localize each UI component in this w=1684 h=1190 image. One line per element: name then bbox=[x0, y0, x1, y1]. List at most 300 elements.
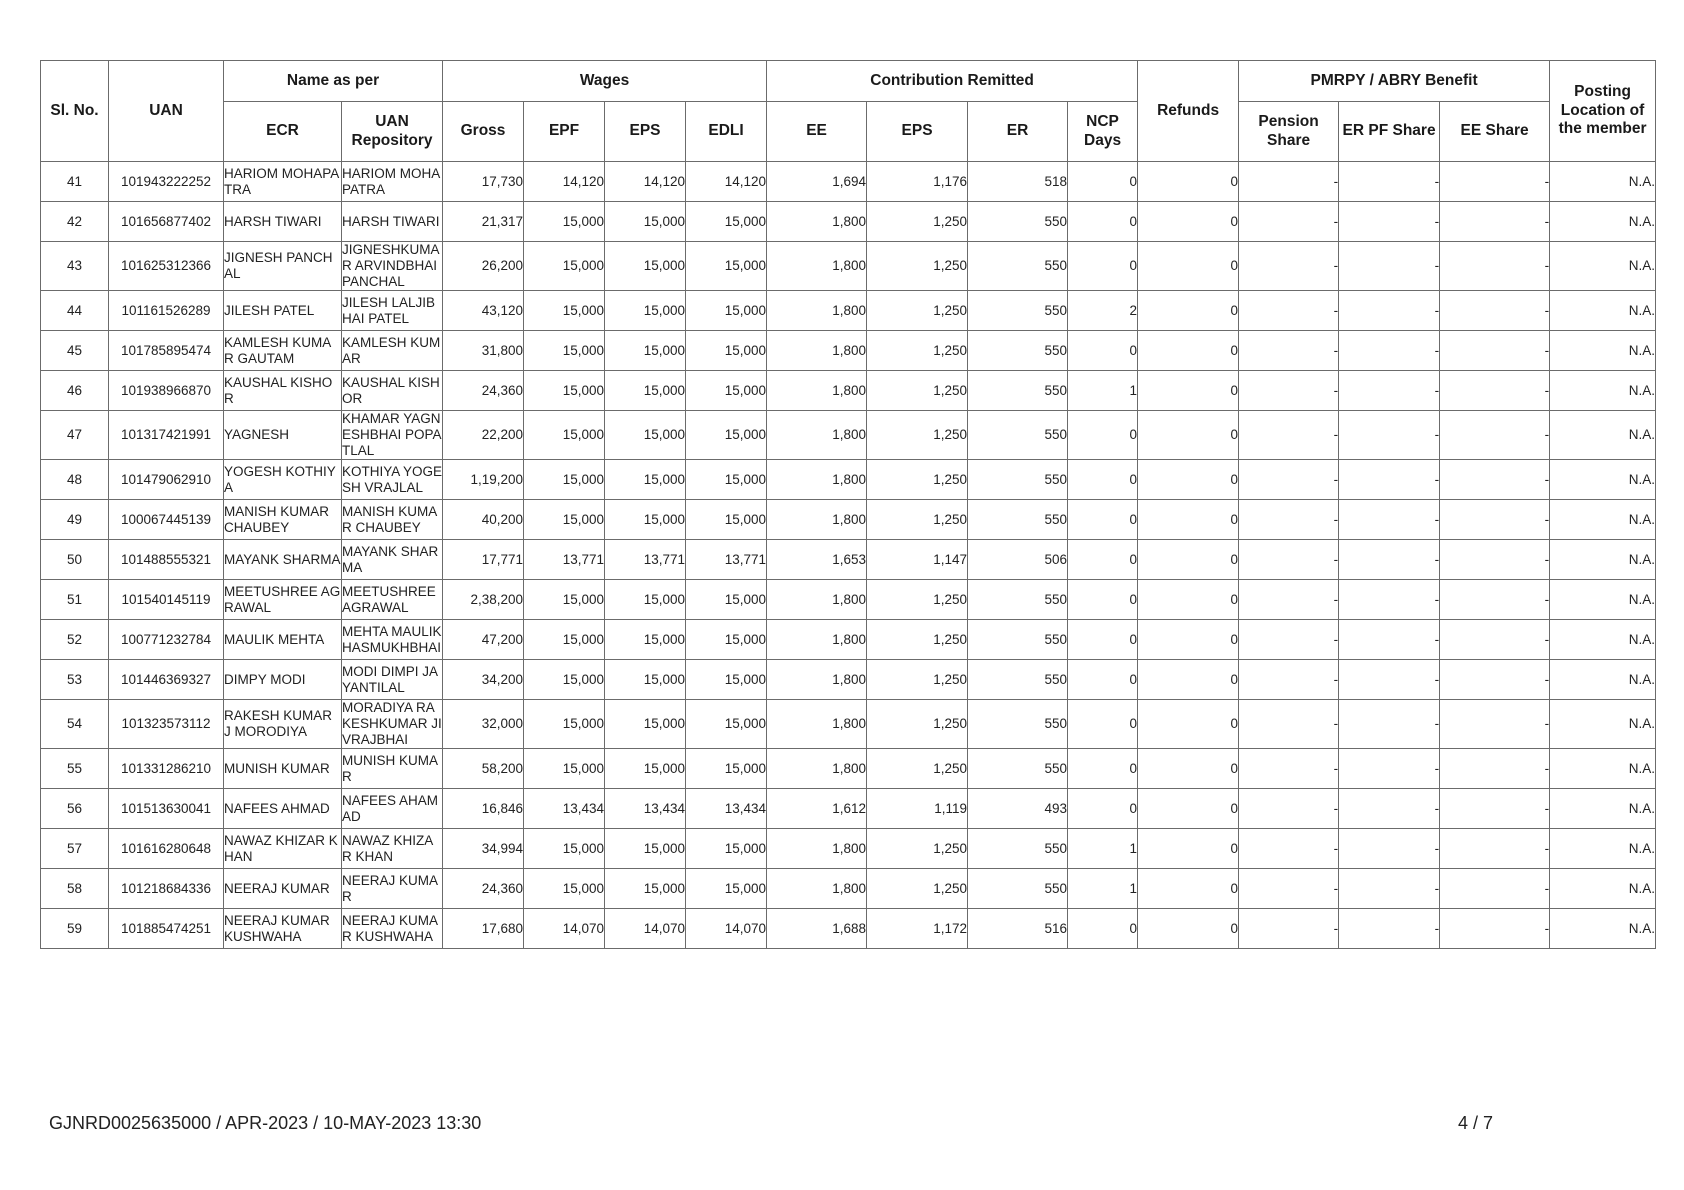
cell-ee-share: - bbox=[1440, 162, 1550, 202]
cell-er: 518 bbox=[968, 162, 1068, 202]
cell-er: 550 bbox=[968, 371, 1068, 411]
table-row bbox=[41, 829, 1656, 869]
cell-eps: 15,000 bbox=[605, 580, 686, 620]
cell-ncp-days: 0 bbox=[1068, 660, 1138, 700]
cell-edli: 15,000 bbox=[686, 580, 767, 620]
table-row bbox=[41, 242, 1656, 291]
cell-pension-share: - bbox=[1239, 700, 1339, 749]
cell-ecr-name: DIMPY MODI bbox=[224, 660, 342, 700]
cell-refunds: 0 bbox=[1138, 580, 1239, 620]
cell-uan: 101513630041 bbox=[109, 789, 224, 829]
cell-uan-repository-name: MUNISH KUMAR bbox=[342, 749, 443, 789]
cell-refunds: 0 bbox=[1138, 660, 1239, 700]
header-eps: EPS bbox=[605, 102, 686, 162]
cell-sl-no: 46 bbox=[41, 371, 109, 411]
cell-er-pf-share: - bbox=[1339, 580, 1440, 620]
cell-ee-share: - bbox=[1440, 371, 1550, 411]
cell-ee: 1,800 bbox=[767, 580, 867, 620]
cell-eps: 15,000 bbox=[605, 460, 686, 500]
table-row bbox=[41, 202, 1656, 242]
cell-er-pf-share: - bbox=[1339, 331, 1440, 371]
cell-ee-share: - bbox=[1440, 869, 1550, 909]
cell-ncp-days: 0 bbox=[1068, 909, 1138, 949]
cell-ee-share: - bbox=[1440, 620, 1550, 660]
cell-refunds: 0 bbox=[1138, 789, 1239, 829]
cell-er-pf-share: - bbox=[1339, 749, 1440, 789]
cell-ncp-days: 0 bbox=[1068, 331, 1138, 371]
cell-ecr-name: MUNISH KUMAR bbox=[224, 749, 342, 789]
cell-er: 550 bbox=[968, 660, 1068, 700]
cell-er-pf-share: - bbox=[1339, 789, 1440, 829]
cell-er-pf-share: - bbox=[1339, 909, 1440, 949]
cell-epf: 15,000 bbox=[524, 749, 605, 789]
cell-eps: 15,000 bbox=[605, 749, 686, 789]
cell-refunds: 0 bbox=[1138, 411, 1239, 460]
cell-uan: 101656877402 bbox=[109, 202, 224, 242]
cell-pension-share: - bbox=[1239, 829, 1339, 869]
cell-ecr-name: KAUSHAL KISHOR bbox=[224, 371, 342, 411]
cell-gross: 24,360 bbox=[443, 371, 524, 411]
cell-refunds: 0 bbox=[1138, 620, 1239, 660]
cell-ecr-name: HARIOM MOHAPATRA bbox=[224, 162, 342, 202]
cell-uan-repository-name: JILESH LALJIBHAI PATEL bbox=[342, 291, 443, 331]
cell-uan: 101161526289 bbox=[109, 291, 224, 331]
cell-edli: 15,000 bbox=[686, 829, 767, 869]
cell-er-pf-share: - bbox=[1339, 411, 1440, 460]
cell-pension-share: - bbox=[1239, 660, 1339, 700]
cell-contribution-eps: 1,250 bbox=[867, 460, 968, 500]
cell-eps: 13,771 bbox=[605, 540, 686, 580]
table-row bbox=[41, 620, 1656, 660]
cell-epf: 15,000 bbox=[524, 829, 605, 869]
cell-er: 550 bbox=[968, 620, 1068, 660]
footer-page-number: 4 / 7 bbox=[1458, 1113, 1494, 1133]
header-ee-share: EE Share bbox=[1440, 102, 1550, 162]
cell-uan-repository-name: KAMLESH KUMAR bbox=[342, 331, 443, 371]
cell-posting-location: N.A. bbox=[1550, 580, 1656, 620]
cell-sl-no: 58 bbox=[41, 869, 109, 909]
cell-ee: 1,800 bbox=[767, 749, 867, 789]
cell-refunds: 0 bbox=[1138, 540, 1239, 580]
cell-pension-share: - bbox=[1239, 162, 1339, 202]
cell-ee-share: - bbox=[1440, 789, 1550, 829]
cell-epf: 15,000 bbox=[524, 371, 605, 411]
cell-uan: 100771232784 bbox=[109, 620, 224, 660]
cell-ee-share: - bbox=[1440, 829, 1550, 869]
cell-gross: 31,800 bbox=[443, 331, 524, 371]
cell-uan-repository-name: HARSH TIWARI bbox=[342, 202, 443, 242]
table-body bbox=[41, 162, 1656, 949]
cell-uan: 101943222252 bbox=[109, 162, 224, 202]
cell-eps: 15,000 bbox=[605, 660, 686, 700]
cell-uan: 101446369327 bbox=[109, 660, 224, 700]
cell-posting-location: N.A. bbox=[1550, 460, 1656, 500]
cell-ee-share: - bbox=[1440, 909, 1550, 949]
cell-uan: 101616280648 bbox=[109, 829, 224, 869]
cell-contribution-eps: 1,176 bbox=[867, 162, 968, 202]
cell-ee-share: - bbox=[1440, 331, 1550, 371]
cell-eps: 15,000 bbox=[605, 829, 686, 869]
cell-refunds: 0 bbox=[1138, 202, 1239, 242]
cell-contribution-eps: 1,250 bbox=[867, 620, 968, 660]
cell-er: 550 bbox=[968, 242, 1068, 291]
cell-ee: 1,800 bbox=[767, 411, 867, 460]
cell-er: 550 bbox=[968, 580, 1068, 620]
cell-ee: 1,800 bbox=[767, 660, 867, 700]
cell-posting-location: N.A. bbox=[1550, 331, 1656, 371]
cell-uan-repository-name: MEETUSHREE AGRAWAL bbox=[342, 580, 443, 620]
cell-epf: 14,070 bbox=[524, 909, 605, 949]
cell-epf: 15,000 bbox=[524, 700, 605, 749]
table-row bbox=[41, 500, 1656, 540]
cell-sl-no: 49 bbox=[41, 500, 109, 540]
cell-gross: 58,200 bbox=[443, 749, 524, 789]
cell-ee-share: - bbox=[1440, 540, 1550, 580]
cell-er: 550 bbox=[968, 749, 1068, 789]
cell-contribution-eps: 1,250 bbox=[867, 371, 968, 411]
cell-gross: 17,680 bbox=[443, 909, 524, 949]
header-edli: EDLI bbox=[686, 102, 767, 162]
cell-posting-location: N.A. bbox=[1550, 749, 1656, 789]
header-ncp-days: NCP Days bbox=[1068, 102, 1138, 162]
cell-ecr-name: MAYANK SHARMA bbox=[224, 540, 342, 580]
cell-edli: 15,000 bbox=[686, 460, 767, 500]
table-row bbox=[41, 411, 1656, 460]
cell-ncp-days: 0 bbox=[1068, 700, 1138, 749]
cell-sl-no: 54 bbox=[41, 700, 109, 749]
cell-ee-share: - bbox=[1440, 411, 1550, 460]
cell-pension-share: - bbox=[1239, 291, 1339, 331]
cell-epf: 15,000 bbox=[524, 660, 605, 700]
cell-er-pf-share: - bbox=[1339, 162, 1440, 202]
cell-er-pf-share: - bbox=[1339, 202, 1440, 242]
cell-eps: 15,000 bbox=[605, 202, 686, 242]
cell-ncp-days: 1 bbox=[1068, 869, 1138, 909]
cell-edli: 15,000 bbox=[686, 700, 767, 749]
cell-gross: 1,19,200 bbox=[443, 460, 524, 500]
cell-er-pf-share: - bbox=[1339, 620, 1440, 660]
cell-posting-location: N.A. bbox=[1550, 242, 1656, 291]
cell-contribution-eps: 1,147 bbox=[867, 540, 968, 580]
cell-ncp-days: 0 bbox=[1068, 460, 1138, 500]
cell-er: 550 bbox=[968, 700, 1068, 749]
cell-eps: 15,000 bbox=[605, 242, 686, 291]
cell-epf: 15,000 bbox=[524, 869, 605, 909]
cell-epf: 13,771 bbox=[524, 540, 605, 580]
cell-gross: 43,120 bbox=[443, 291, 524, 331]
header-pension-share: Pension Share bbox=[1239, 102, 1339, 162]
cell-refunds: 0 bbox=[1138, 909, 1239, 949]
table-row bbox=[41, 540, 1656, 580]
cell-uan-repository-name: KAUSHAL KISHOR bbox=[342, 371, 443, 411]
cell-uan-repository-name: JIGNESHKUMAR ARVINDBHAI PANCHAL bbox=[342, 242, 443, 291]
footer-reference: GJNRD0025635000 / APR-2023 / 10-MAY-2023 13:30 bbox=[49, 1113, 482, 1133]
cell-refunds: 0 bbox=[1138, 331, 1239, 371]
cell-contribution-eps: 1,250 bbox=[867, 869, 968, 909]
cell-er: 550 bbox=[968, 331, 1068, 371]
cell-ecr-name: MANISH KUMAR CHAUBEY bbox=[224, 500, 342, 540]
cell-ncp-days: 1 bbox=[1068, 371, 1138, 411]
cell-gross: 17,730 bbox=[443, 162, 524, 202]
cell-ee-share: - bbox=[1440, 580, 1550, 620]
header-sl-no: Sl. No. bbox=[41, 61, 109, 162]
header-ecr: ECR bbox=[224, 102, 342, 162]
cell-uan: 101885474251 bbox=[109, 909, 224, 949]
header-posting-location: Posting Location of the member bbox=[1550, 61, 1656, 162]
cell-edli: 15,000 bbox=[686, 371, 767, 411]
table-row bbox=[41, 331, 1656, 371]
cell-eps: 13,434 bbox=[605, 789, 686, 829]
cell-gross: 2,38,200 bbox=[443, 580, 524, 620]
cell-uan-repository-name: HARIOM MOHAPATRA bbox=[342, 162, 443, 202]
cell-eps: 14,070 bbox=[605, 909, 686, 949]
cell-er-pf-share: - bbox=[1339, 291, 1440, 331]
header-uan-repository: UAN Repository bbox=[342, 102, 443, 162]
cell-edli: 15,000 bbox=[686, 242, 767, 291]
cell-ecr-name: NEERAJ KUMAR KUSHWAHA bbox=[224, 909, 342, 949]
cell-er: 550 bbox=[968, 202, 1068, 242]
cell-ecr-name: JIGNESH PANCHAL bbox=[224, 242, 342, 291]
cell-posting-location: N.A. bbox=[1550, 700, 1656, 749]
cell-ee-share: - bbox=[1440, 460, 1550, 500]
header-refunds: Refunds bbox=[1138, 61, 1239, 162]
cell-ecr-name: RAKESH KUMAR J MORODIYA bbox=[224, 700, 342, 749]
cell-uan: 101488555321 bbox=[109, 540, 224, 580]
cell-uan: 101625312366 bbox=[109, 242, 224, 291]
table-row bbox=[41, 909, 1656, 949]
cell-er-pf-share: - bbox=[1339, 540, 1440, 580]
cell-ecr-name: HARSH TIWARI bbox=[224, 202, 342, 242]
header-epf: EPF bbox=[524, 102, 605, 162]
table-row bbox=[41, 162, 1656, 202]
cell-uan-repository-name: MODI DIMPI JAYANTILAL bbox=[342, 660, 443, 700]
cell-ee-share: - bbox=[1440, 500, 1550, 540]
cell-ee: 1,694 bbox=[767, 162, 867, 202]
cell-gross: 24,360 bbox=[443, 869, 524, 909]
cell-sl-no: 53 bbox=[41, 660, 109, 700]
header-contribution-remitted: Contribution Remitted bbox=[767, 61, 1138, 102]
cell-epf: 15,000 bbox=[524, 242, 605, 291]
cell-uan: 101218684336 bbox=[109, 869, 224, 909]
cell-pension-share: - bbox=[1239, 331, 1339, 371]
cell-sl-no: 41 bbox=[41, 162, 109, 202]
table-row bbox=[41, 371, 1656, 411]
cell-refunds: 0 bbox=[1138, 500, 1239, 540]
cell-gross: 40,200 bbox=[443, 500, 524, 540]
cell-ncp-days: 0 bbox=[1068, 540, 1138, 580]
cell-er: 550 bbox=[968, 460, 1068, 500]
cell-er: 516 bbox=[968, 909, 1068, 949]
cell-ee-share: - bbox=[1440, 242, 1550, 291]
cell-contribution-eps: 1,250 bbox=[867, 291, 968, 331]
cell-epf: 15,000 bbox=[524, 331, 605, 371]
cell-contribution-eps: 1,250 bbox=[867, 749, 968, 789]
cell-refunds: 0 bbox=[1138, 700, 1239, 749]
cell-edli: 13,771 bbox=[686, 540, 767, 580]
header-wages: Wages bbox=[443, 61, 767, 102]
cell-er: 550 bbox=[968, 411, 1068, 460]
cell-er-pf-share: - bbox=[1339, 660, 1440, 700]
cell-ecr-name: KAMLESH KUMAR GAUTAM bbox=[224, 331, 342, 371]
cell-sl-no: 55 bbox=[41, 749, 109, 789]
cell-contribution-eps: 1,172 bbox=[867, 909, 968, 949]
cell-er-pf-share: - bbox=[1339, 700, 1440, 749]
cell-posting-location: N.A. bbox=[1550, 620, 1656, 660]
cell-eps: 15,000 bbox=[605, 700, 686, 749]
cell-edli: 14,070 bbox=[686, 909, 767, 949]
cell-pension-share: - bbox=[1239, 242, 1339, 291]
cell-ee: 1,800 bbox=[767, 700, 867, 749]
cell-ee: 1,800 bbox=[767, 460, 867, 500]
cell-pension-share: - bbox=[1239, 620, 1339, 660]
cell-ee: 1,612 bbox=[767, 789, 867, 829]
cell-er-pf-share: - bbox=[1339, 460, 1440, 500]
cell-contribution-eps: 1,250 bbox=[867, 500, 968, 540]
cell-eps: 15,000 bbox=[605, 869, 686, 909]
cell-ncp-days: 0 bbox=[1068, 500, 1138, 540]
cell-sl-no: 57 bbox=[41, 829, 109, 869]
cell-ncp-days: 0 bbox=[1068, 749, 1138, 789]
cell-gross: 16,846 bbox=[443, 789, 524, 829]
header-uan: UAN bbox=[109, 61, 224, 162]
cell-ee-share: - bbox=[1440, 660, 1550, 700]
cell-edli: 15,000 bbox=[686, 331, 767, 371]
table-header bbox=[41, 61, 1656, 162]
cell-epf: 15,000 bbox=[524, 500, 605, 540]
cell-ecr-name: YAGNESH bbox=[224, 411, 342, 460]
cell-sl-no: 43 bbox=[41, 242, 109, 291]
cell-er: 506 bbox=[968, 540, 1068, 580]
table-row bbox=[41, 580, 1656, 620]
cell-uan: 101785895474 bbox=[109, 331, 224, 371]
cell-eps: 15,000 bbox=[605, 620, 686, 660]
cell-edli: 14,120 bbox=[686, 162, 767, 202]
cell-contribution-eps: 1,250 bbox=[867, 580, 968, 620]
cell-contribution-eps: 1,250 bbox=[867, 829, 968, 869]
cell-ee: 1,800 bbox=[767, 500, 867, 540]
cell-gross: 26,200 bbox=[443, 242, 524, 291]
table-row bbox=[41, 869, 1656, 909]
cell-sl-no: 44 bbox=[41, 291, 109, 331]
table-row bbox=[41, 660, 1656, 700]
cell-ncp-days: 0 bbox=[1068, 789, 1138, 829]
cell-eps: 15,000 bbox=[605, 411, 686, 460]
cell-ee: 1,653 bbox=[767, 540, 867, 580]
cell-er-pf-share: - bbox=[1339, 829, 1440, 869]
cell-contribution-eps: 1,250 bbox=[867, 202, 968, 242]
cell-eps: 15,000 bbox=[605, 500, 686, 540]
cell-er-pf-share: - bbox=[1339, 371, 1440, 411]
cell-er: 550 bbox=[968, 291, 1068, 331]
cell-uan-repository-name: MEHTA MAULIK HASMUKHBHAI bbox=[342, 620, 443, 660]
cell-eps: 15,000 bbox=[605, 291, 686, 331]
cell-pension-share: - bbox=[1239, 540, 1339, 580]
cell-epf: 15,000 bbox=[524, 620, 605, 660]
cell-edli: 15,000 bbox=[686, 500, 767, 540]
cell-refunds: 0 bbox=[1138, 460, 1239, 500]
cell-refunds: 0 bbox=[1138, 242, 1239, 291]
cell-ecr-name: NAWAZ KHIZAR KHAN bbox=[224, 829, 342, 869]
cell-pension-share: - bbox=[1239, 580, 1339, 620]
cell-ee-share: - bbox=[1440, 700, 1550, 749]
header-er: ER bbox=[968, 102, 1068, 162]
cell-gross: 34,994 bbox=[443, 829, 524, 869]
cell-ee-share: - bbox=[1440, 202, 1550, 242]
cell-er-pf-share: - bbox=[1339, 242, 1440, 291]
table-row bbox=[41, 460, 1656, 500]
cell-ee-share: - bbox=[1440, 291, 1550, 331]
cell-contribution-eps: 1,250 bbox=[867, 660, 968, 700]
cell-uan-repository-name: MAYANK SHARMA bbox=[342, 540, 443, 580]
cell-pension-share: - bbox=[1239, 869, 1339, 909]
cell-epf: 15,000 bbox=[524, 202, 605, 242]
cell-pension-share: - bbox=[1239, 789, 1339, 829]
cell-sl-no: 50 bbox=[41, 540, 109, 580]
cell-posting-location: N.A. bbox=[1550, 660, 1656, 700]
cell-ee: 1,800 bbox=[767, 829, 867, 869]
cell-sl-no: 56 bbox=[41, 789, 109, 829]
cell-edli: 15,000 bbox=[686, 869, 767, 909]
cell-ee: 1,800 bbox=[767, 202, 867, 242]
cell-uan: 101479062910 bbox=[109, 460, 224, 500]
cell-gross: 34,200 bbox=[443, 660, 524, 700]
cell-gross: 47,200 bbox=[443, 620, 524, 660]
ecr-contribution-table bbox=[40, 60, 1656, 949]
cell-uan: 101938966870 bbox=[109, 371, 224, 411]
cell-epf: 15,000 bbox=[524, 580, 605, 620]
cell-uan: 101331286210 bbox=[109, 749, 224, 789]
cell-uan-repository-name: NAWAZ KHIZAR KHAN bbox=[342, 829, 443, 869]
cell-er-pf-share: - bbox=[1339, 869, 1440, 909]
header-ee: EE bbox=[767, 102, 867, 162]
cell-sl-no: 52 bbox=[41, 620, 109, 660]
cell-eps: 15,000 bbox=[605, 331, 686, 371]
cell-posting-location: N.A. bbox=[1550, 162, 1656, 202]
cell-posting-location: N.A. bbox=[1550, 371, 1656, 411]
cell-posting-location: N.A. bbox=[1550, 909, 1656, 949]
cell-ncp-days: 0 bbox=[1068, 620, 1138, 660]
cell-pension-share: - bbox=[1239, 909, 1339, 949]
cell-gross: 21,317 bbox=[443, 202, 524, 242]
cell-posting-location: N.A. bbox=[1550, 202, 1656, 242]
cell-sl-no: 45 bbox=[41, 331, 109, 371]
cell-ee: 1,800 bbox=[767, 869, 867, 909]
cell-uan-repository-name: KOTHIYA YOGESH VRAJLAL bbox=[342, 460, 443, 500]
cell-epf: 13,434 bbox=[524, 789, 605, 829]
cell-gross: 22,200 bbox=[443, 411, 524, 460]
cell-eps: 14,120 bbox=[605, 162, 686, 202]
cell-pension-share: - bbox=[1239, 371, 1339, 411]
cell-edli: 15,000 bbox=[686, 291, 767, 331]
cell-ee: 1,800 bbox=[767, 242, 867, 291]
cell-posting-location: N.A. bbox=[1550, 789, 1656, 829]
cell-ee: 1,688 bbox=[767, 909, 867, 949]
cell-uan-repository-name: NAFEES AHAMAD bbox=[342, 789, 443, 829]
cell-gross: 32,000 bbox=[443, 700, 524, 749]
cell-ncp-days: 0 bbox=[1068, 162, 1138, 202]
cell-uan-repository-name: MORADIYA RAKESHKUMAR JIVRAJBHAI bbox=[342, 700, 442, 747]
cell-er: 550 bbox=[968, 829, 1068, 869]
table-row bbox=[41, 700, 1656, 749]
cell-ecr-name: MEETUSHREE AGRAWAL bbox=[224, 580, 342, 620]
cell-uan: 101540145119 bbox=[109, 580, 224, 620]
cell-contribution-eps: 1,250 bbox=[867, 700, 968, 749]
cell-uan: 100067445139 bbox=[109, 500, 224, 540]
header-er-pf-share: ER PF Share bbox=[1339, 102, 1440, 162]
table-row bbox=[41, 789, 1656, 829]
cell-ee: 1,800 bbox=[767, 620, 867, 660]
cell-epf: 14,120 bbox=[524, 162, 605, 202]
